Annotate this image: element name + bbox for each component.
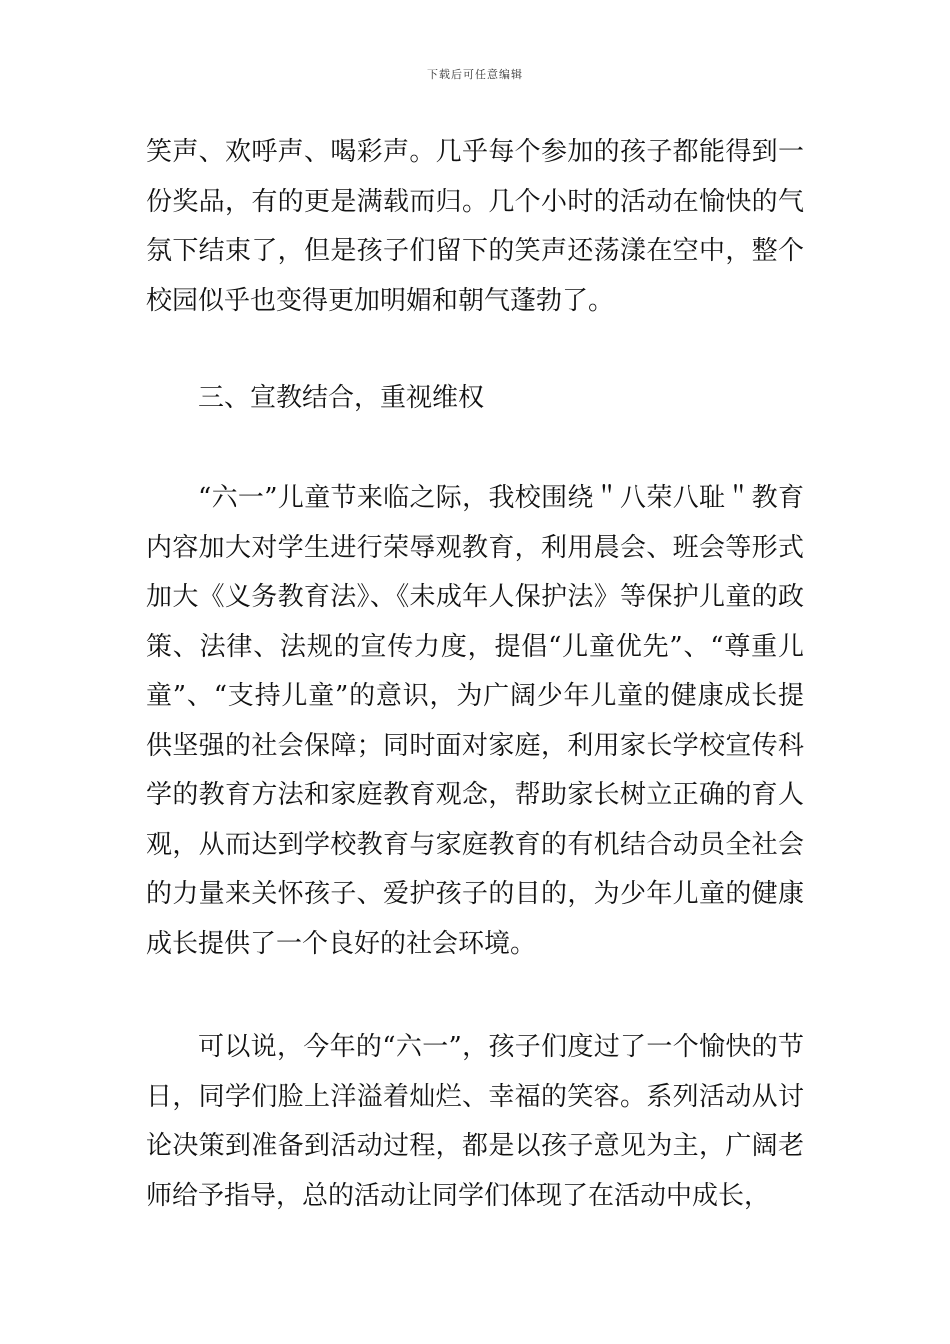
section-heading: 三、宣教结合，重视维权 xyxy=(198,383,485,413)
paragraph-continuation: 笑声、欢呼声、喝彩声。几乎每个参加的孩子都能得到一份奖品，有的更是满载而归。几个小时的活动在愉快的气氛下结束了，但是孩子们留下的笑声还荡漾在空中，整个校园似乎也变得更加明媚和朝气蓬勃了。 xyxy=(146,137,804,316)
paragraph-summary: 可以说，今年的“六一”，孩子们度过了一个愉快的节日，同学们脸上洋溢着灿烂、幸福的笑容。系列活动从讨论决策到准备到活动过程，都是以孩子意见为主，广阔老师给予指导，总的活动让同学们体现了在活动中成长， xyxy=(146,1032,804,1211)
page-header-note: 下载后可任意编辑 xyxy=(427,68,523,81)
paragraph-rights-education: “六一”儿童节来临之际，我校围绕＂八荣八耻＂教育内容加大对学生进行荣辱观教育，利用晨会、班会等形式加大《义务教育法》、《未成年人保护法》等保护儿童的政策、法律、法规的宣传力度，提倡“儿童优先”、“尊重儿童”、“支持儿童”的意识，为广阔少年儿童的健康成长提供坚强的社会保障；同时面对家庭，利用家长学校宣传科学的教育方法和家庭教育观念，帮助家长树立正确的育人观，从而达到学校教育与家庭教育的有机结合动员全社会的力量来关怀孩子、爱护孩子的目的，为少年儿童的健康成长提供了一个良好的社会环境。 xyxy=(146,483,804,959)
